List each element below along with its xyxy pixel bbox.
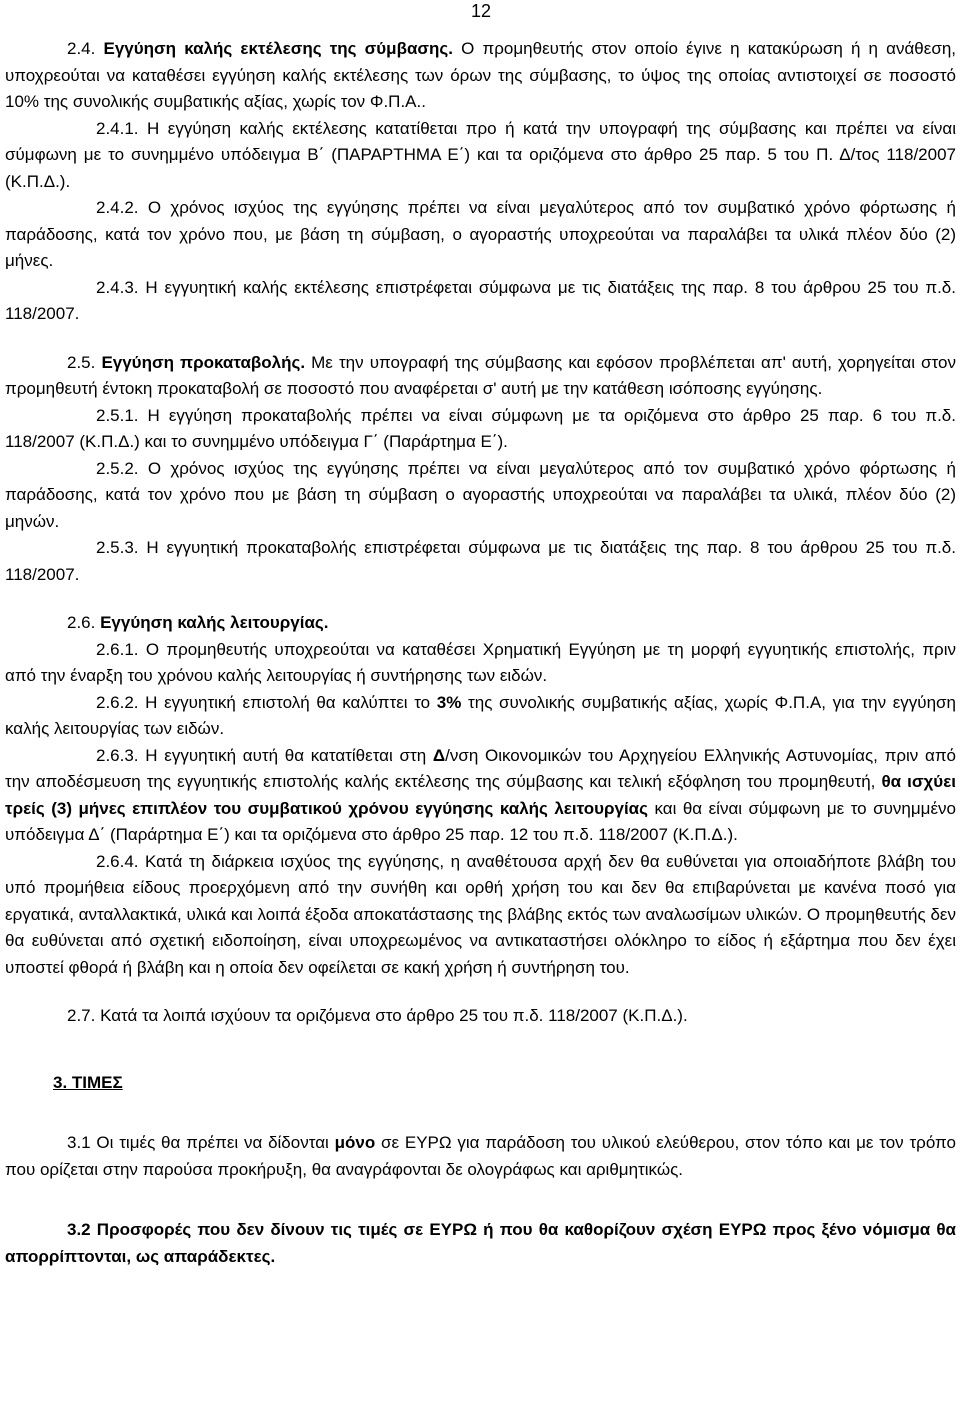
section-2-6-title: Εγγύηση καλής λειτουργίας. — [100, 613, 329, 632]
section-2-4-number: 2.4. — [67, 39, 96, 58]
paragraph-3-2-bold: 3.2 Προσφορές που δεν δίνουν τις τιμές σε ΕΥΡΩ ή που θα καθορίζουν σχέση ΕΥΡΩ προς ξένο νόμισμα θα απορρίπτονται, ως απαράδεκτες. — [5, 1220, 956, 1266]
paragraph-2-5-1: 2.5.1. Η εγγύηση προκαταβολής πρέπει να είναι σύμφωνη με τα οριζόμενα στο άρθρο 25 παρ. 6 του π.δ. 118/2007 (Κ.Π.Δ.) και το συνημμένο υπόδειγμα Γ΄ (Παράρτημα Ε΄). — [5, 405, 956, 451]
paragraph-2-5-3: 2.5.3. Η εγγυητική προκαταβολής επιστρέφεται σύμφωνα με τις διατάξεις της παρ. 8 του άρθρου 25 του π.δ. 118/2007. — [5, 538, 956, 584]
section-2-6-number: 2.6. — [67, 613, 96, 632]
paragraph-2-6-3-bold-clause: θα ισχύει τρείς (3) μήνες επιπλέον του συμβατικού χρόνου εγγύησης καλής λειτουργίας — [5, 772, 956, 818]
section-2-4-title: Εγγύηση καλής εκτέλεσης της σύμβασης. — [103, 39, 453, 58]
section-2-6 — [5, 610, 956, 637]
section-2-5-text: Με την υπογραφή της σύμβασης και εφόσον προβλέπεται απ' αυτή, χορηγείται στον προμηθευτή έντοκη προκαταβολή σε ποσοστό που αναφέρεται σ' αυτή με την κατάθεση ισόποσης εγγύησης. — [5, 352, 956, 398]
paragraph-3-1 — [5, 1130, 956, 1183]
paragraph-2-4-1: 2.4.1. Η εγγύηση καλής εκτέλεσης κατατίθεται προ ή κατά την υπογραφή της σύμβασης και πρέπει να είναι σύμφωνη με το συνημμένο υπόδειγμα Β΄ (ΠΑΡΑΡΤΗΜΑ Ε΄) και τα οριζόμενα στο άρθρο 25 παρ. 5 του Π. Δ/τος 118/2007 (Κ.Π.Δ.). — [5, 118, 956, 191]
paragraph-2-6-2 — [5, 690, 956, 743]
section-2-5-number: 2.5. — [67, 352, 96, 372]
paragraph-2-6-2-text-a: 2.6.2. Η εγγυητική επιστολή θα καλύπτει το — [96, 692, 437, 712]
paragraph-2-4-3: 2.4.3. Η εγγυητική καλής εκτέλεσης επιστρέφεται σύμφωνα με τις διατάξεις της παρ. 8 του άρθρου 25 του π.δ. 118/2007. — [5, 277, 956, 323]
section-2-5 — [5, 350, 956, 403]
paragraph-3-1-bold: μόνο — [334, 1133, 376, 1152]
paragraph-2-6-2-text-b: της συνολικής συμβατικής αξίας, χωρίς Φ.Π.Α, για την εγγύηση καλής λειτουργίας των ειδών. — [5, 692, 956, 738]
paragraph-2-6-3-text-b: /νση Οικονομικών του Αρχηγείου Ελληνικής Αστυνομίας, πριν από την αποδέσμευση της εγγυητικής επιστολής καλής εκτέλεσης της σύμβασης και τελική εξόφληση του προμηθευτή, — [5, 745, 957, 791]
paragraph-3-1-text-b: σε ΕΥΡΩ για παράδοση του υλικού ελεύθερου, στον τόπο και με τον τρόπο που ορίζεται στην παρούσα προκήρυξη, θα αναγράφονται δε ολογράφως και αριθμητικώς. — [5, 1133, 956, 1179]
section-3-heading: 3. ΤΙΜΕΣ — [53, 1072, 123, 1092]
document-page — [5, 36, 956, 1270]
paragraph-2-6-3 — [5, 743, 956, 849]
paragraph-2-6-3-text-c: και θα είναι σύμφωνη με το συνημμένο υπόδειγμα Δ΄ (Παράρτημα Ε΄) και τα οριζόμενα στο άρθρο 25 παρ. 12 του π.δ. 118/2007 (Κ.Π.Δ.). — [5, 798, 956, 844]
section-2-4 — [5, 36, 956, 116]
section-2-5-title: Εγγύηση προκαταβολής. — [101, 352, 306, 372]
page-number: 12 — [471, 1, 492, 21]
paragraph-2-4-2: 2.4.2. Ο χρόνος ισχύος της εγγύησης πρέπει να είναι μεγαλύτερος από τον συμβατικό χρόνο φόρτωσης ή παράδοσης, κατά τον χρόνο που, με βάση τη σύμβαση, ο αγοραστής υποχρεούται να παραλάβει τα υλικά πλέον δύο (2) μήνες. — [5, 198, 956, 270]
paragraph-3-2 — [5, 1217, 956, 1270]
paragraph-2-6-1: 2.6.1. Ο προμηθευτής υποχρεούται να καταθέσει Χρηματική Εγγύηση με τη μορφή εγγυητικής επιστολής, πριν από την έναρξη του χρόνου καλής λειτουργίας ή συντήρησης των ειδών. — [5, 639, 956, 685]
section-2-4-text: Ο προμηθευτής στον οποίο έγινε η κατακύρωση ή η ανάθεση, υποχρεούται να καταθέσει εγγύηση καλής εκτέλεσης των όρων της σύμβασης, το ύψος της οποίας αντιστοιχεί σε ποσοστό 10% της συνολικής συμβατικής αξίας, χωρίς τον Φ.Π.Α.. — [5, 39, 957, 111]
percent-value: 3% — [436, 692, 462, 712]
paragraph-2-6-4: 2.6.4. Κατά τη διάρκεια ισχύος της εγγύησης, η αναθέτουσα αρχή δεν θα ευθύνεται για οποιαδήποτε βλάβη του υπό προμήθεια είδους προερχόμενη από την συνήθη και ορθή χρήση του και δεν θα επιβαρύνεται με κανένα ποσό για εργατικά, ανταλλακτικά, υλικά και λοιπά έξοδα αποκατάστασης της βλάβης εκτός των αναλωσίμων υλικών. Ο προμηθευτής δεν θα ευθύνεται από σχετική ειδοποίηση, είναι υποχρεωμένος να αντικαταστήσει ολόκληρο το είδος ή εξάρτημα που δεν έχει υποστεί φθορά ή βλάβη και η οποία δεν οφείλεται σε κακή χρήση ή συντήρηση του. — [5, 851, 956, 977]
section-2-7: 2.7. Κατά τα λοιπά ισχύουν τα οριζόμενα στο άρθρο 25 του π.δ. 118/2007 (Κ.Π.Δ.). — [67, 1006, 688, 1025]
paragraph-2-5-2: 2.5.2. Ο χρόνος ισχύος της εγγύησης πρέπει να είναι μεγαλύτερος από τον συμβατικό χρόνο φόρτωσης ή παράδοσης, κατά τον χρόνο που με βάση τη σύμβαση ο αγοραστής υποχρεούται να παραλάβει τα υλικά, πλέον δύο (2) μηνών. — [5, 458, 956, 531]
paragraph-2-6-3-text-a: 2.6.3. Η εγγυητική αυτή θα κατατίθεται στη — [96, 745, 433, 765]
paragraph-2-6-3-bold-d: Δ — [432, 745, 446, 765]
paragraph-3-1-text-a: 3.1 Οι τιμές θα πρέπει να δίδονται — [67, 1133, 335, 1152]
